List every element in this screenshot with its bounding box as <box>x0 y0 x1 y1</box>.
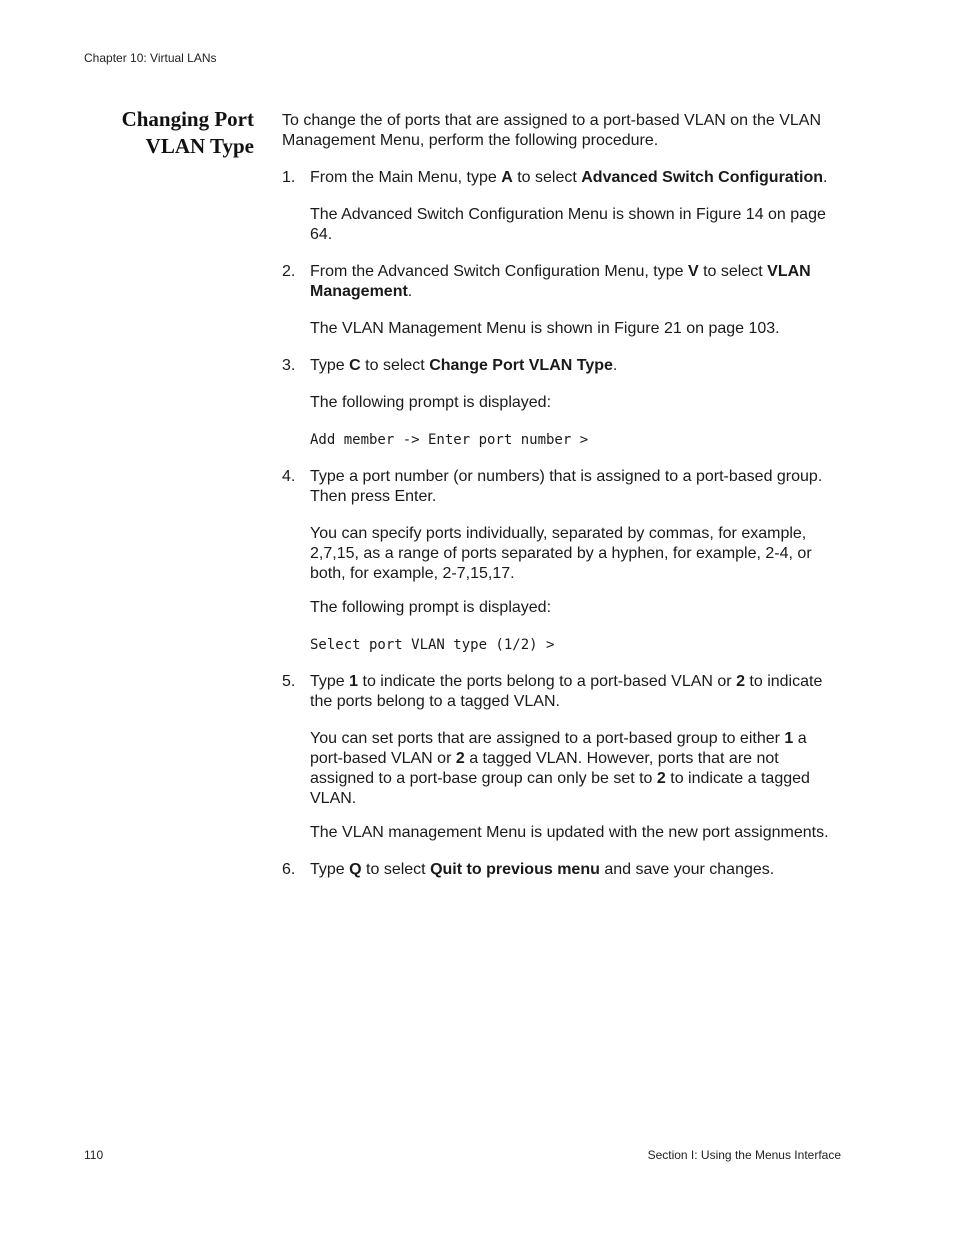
step-key: V <box>687 263 699 280</box>
step-3 <box>282 356 842 376</box>
section-title <box>84 106 254 160</box>
footer-section: Section I: Using the Menus Interface <box>647 1148 841 1162</box>
step-text-part: . <box>823 169 828 186</box>
step-text-part: and save your changes. <box>599 861 775 878</box>
step-5-detail <box>310 729 842 809</box>
step-5 <box>282 672 842 712</box>
step-text <box>310 672 842 712</box>
detail-text-part: a port-based VLAN or <box>310 730 807 767</box>
step-menu-name: Change Port VLAN Type <box>429 357 613 374</box>
step-number: 5. <box>282 673 296 690</box>
step-number: 6. <box>282 861 296 878</box>
step-text-part: From the Main Menu, type <box>310 169 502 186</box>
step-menu-name: Advanced Switch Configuration <box>581 169 824 186</box>
step-text-part: to select <box>360 357 430 374</box>
step-text-part: to select <box>698 263 768 280</box>
step-number: 2. <box>282 263 296 280</box>
step-text-part: to select <box>512 169 582 186</box>
step-number: 1. <box>282 169 296 186</box>
step-text-part: Type <box>310 861 350 878</box>
step-4-detail: You can specify ports individually, separated by commas, for example, 2,7,15, as a range of ports separated by a hyphen, for example, 2-4, or both, for example, 2-7,15,17. <box>310 525 812 582</box>
step-4-prompt-label: The following prompt is displayed: <box>310 599 552 616</box>
step-key: A <box>501 169 513 186</box>
section-title-line-1: Changing Port <box>121 107 254 131</box>
step-text-part: to select <box>361 861 431 878</box>
step-number: 4. <box>282 468 296 485</box>
step-text-part: to indicate the ports belong to a tagged VLAN. <box>310 673 823 710</box>
step-text <box>310 262 842 302</box>
step-text <box>310 356 842 376</box>
step-text <box>310 168 842 188</box>
detail-key: 1 <box>784 730 794 747</box>
step-4 <box>282 467 842 507</box>
step-text-part: From the Advanced Switch Configuration Menu, type <box>310 263 688 280</box>
section-title-line-2: VLAN Type <box>145 134 254 158</box>
page-number: 110 <box>84 1148 104 1162</box>
step-5-update-note: The VLAN management Menu is updated with the new port assignments. <box>310 824 829 841</box>
step-1 <box>282 168 842 188</box>
detail-text-part: You can set ports that are assigned to a port-based group to either <box>310 730 785 747</box>
detail-text-part: to indicate a tagged VLAN. <box>310 770 810 807</box>
step-3-prompt-label: The following prompt is displayed: <box>310 394 552 411</box>
step-1-note: The Advanced Switch Configuration Menu is shown in Figure 14 on page 64. <box>310 206 826 243</box>
step-key: 2 <box>736 673 745 690</box>
step-4-prompt-code: Select port VLAN type (1/2) > <box>310 637 555 653</box>
detail-key: 2 <box>656 770 666 787</box>
detail-text-part: a tagged VLAN. However, ports that are not assigned to a port-base group can only be set to <box>310 750 779 787</box>
detail-key: 2 <box>455 750 465 767</box>
step-2-note: The VLAN Management Menu is shown in Figure 21 on page 103. <box>310 320 780 337</box>
step-text: Type a port number (or numbers) that is assigned to a port-based group. Then press Enter. <box>310 468 823 505</box>
procedure-body <box>282 111 842 897</box>
step-3-prompt-code: Add member -> Enter port number > <box>310 432 589 448</box>
step-key: 1 <box>349 673 359 690</box>
step-menu-name: VLAN Management <box>310 263 811 300</box>
step-text <box>310 860 842 880</box>
step-text-part: Type <box>310 357 350 374</box>
step-text-part: to indicate the ports belong to a port-based VLAN or <box>358 673 737 690</box>
step-text-part: . <box>612 357 618 374</box>
step-number: 3. <box>282 357 296 374</box>
step-key: C <box>349 357 361 374</box>
step-2 <box>282 262 842 302</box>
chapter-header: Chapter 10: Virtual LANs <box>84 51 217 65</box>
step-text-part: . <box>407 283 413 300</box>
step-text-part: Type <box>310 673 350 690</box>
step-6 <box>282 860 842 880</box>
intro-paragraph: To change the of ports that are assigned to a port-based VLAN on the VLAN Management Menu, perform the following procedure. <box>282 112 822 149</box>
step-menu-name: Quit to previous menu <box>430 861 600 878</box>
step-key: Q <box>349 861 362 878</box>
